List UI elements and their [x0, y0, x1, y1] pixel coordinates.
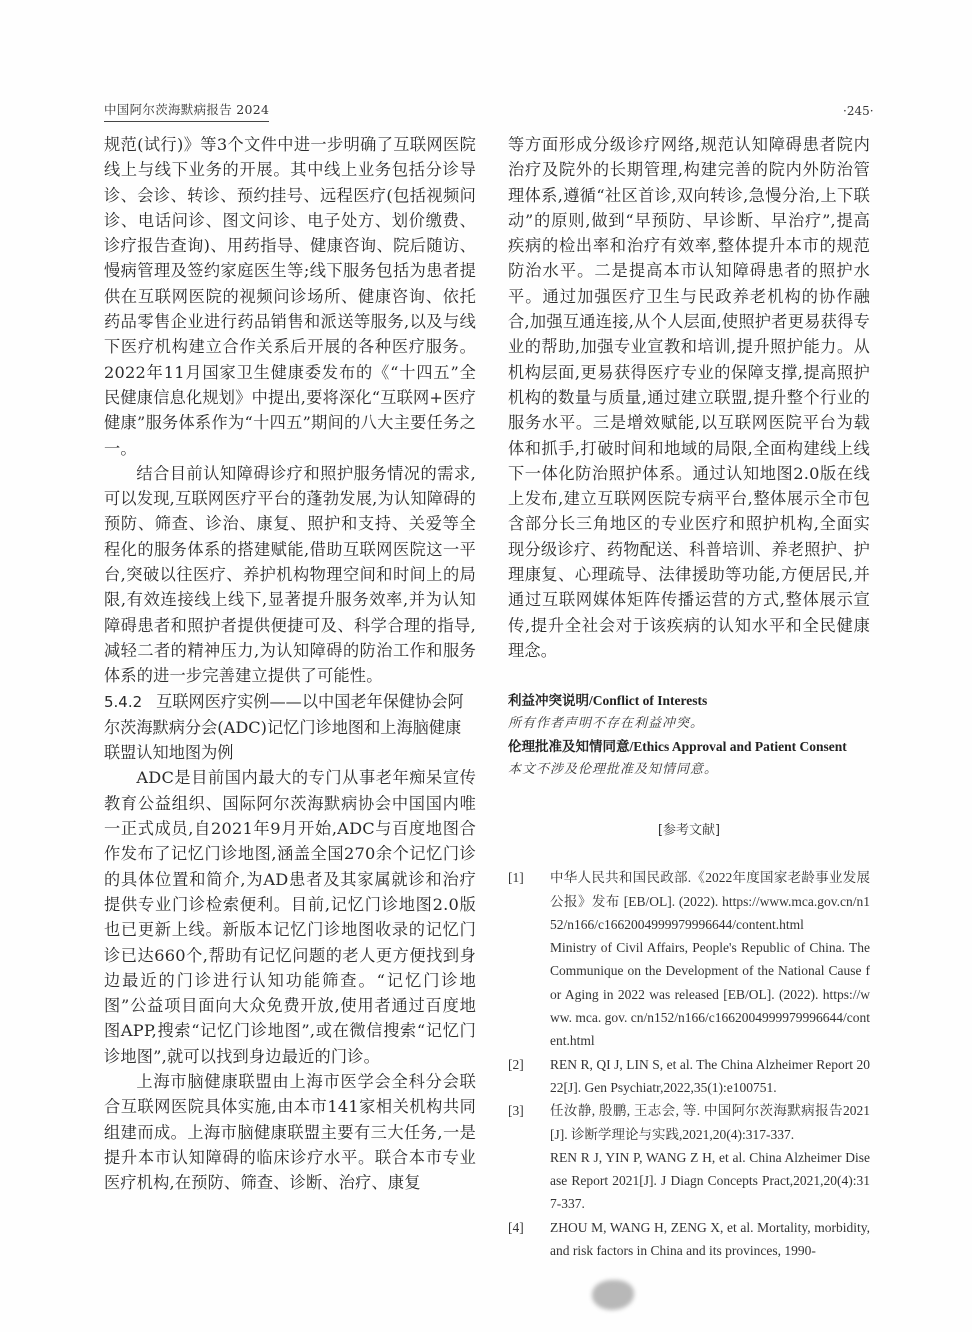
reference-line: 任汝静, 殷鹏, 王志会, 等. 中国阿尔茨海默病报告2021 [J]. 诊断学理论与实践,2021,20(4):317-337.	[550, 1103, 870, 1142]
reference-number: [3]	[508, 1103, 524, 1119]
left-column	[104, 132, 476, 1195]
right-column	[508, 132, 870, 1262]
reference-list	[508, 866, 870, 1262]
reference-text	[550, 1099, 870, 1215]
reference-item	[508, 1053, 870, 1100]
ethics-approval-body: 本文不涉及伦理批准及知情同意。	[508, 762, 719, 778]
reference-item	[508, 1216, 870, 1263]
page-number: ·245·	[843, 104, 874, 118]
reference-item	[508, 866, 870, 1052]
section-title: 互联网医疗实例——以中国老年保健协会阿尔茨海默病分会(ADC)记忆门诊地图和上海脑健康联盟认知地图为例	[104, 691, 464, 763]
ethics-approval-title: 伦理批准及知情同意/Ethics Approval and Patient Consent	[508, 739, 847, 755]
running-title: 中国阿尔茨海默病报告 2024	[104, 100, 269, 122]
reference-text	[550, 866, 870, 1052]
declarations	[508, 689, 870, 781]
paragraph: 上海市脑健康联盟由上海市医学会全科分会联合互联网医院具体实施,由本市141家相关机构共同组建而成。上海市脑健康联盟主要有三大任务,一是提升本市认知障碍的临床诊疗水平。联合本市专业医疗机构,在预防、筛查、诊断、治疗、康复	[104, 1071, 476, 1193]
reference-line: REN R, QI J, LIN S, et al. The China Alzheimer Report 2022[J]. Gen Psychiatr,2022,35(1):e100751.	[550, 1056, 870, 1095]
reference-line: Ministry of Civil Affairs, People's Republic of China. The Communique on the Development of the National Cause for Aging in 2022 was released [EB/OL]. (2022). https://www. mca. gov. cn/n152/n166/c1662004999979996644/content.html	[550, 940, 870, 1049]
section-number: 5.4.2	[104, 692, 143, 711]
reference-number: [2]	[508, 1056, 524, 1072]
reference-text	[550, 1053, 870, 1100]
reference-line: 中华人民共和国民政部.《2022年度国家老龄事业发展公报》发布 [EB/OL]. (2022). https://www.mca.gov.cn/n152/n166/c1662004999979996644/content.html	[550, 870, 870, 932]
reference-line: REN R J, YIN P, WANG Z H, et al. China Alzheimer Disease Report 2021[J]. J Diagn Concepts Pract,2021,20(4):317-337.	[550, 1149, 870, 1212]
reference-line: ZHOU M, WANG H, ZENG X, et al. Mortality, morbidity, and risk factors in China and its provinces, 1990-	[550, 1219, 870, 1258]
reference-text	[550, 1216, 870, 1263]
redaction-smudge	[592, 1280, 634, 1310]
references-title: [参考文献]	[657, 823, 721, 839]
reference-item	[508, 1099, 870, 1215]
paragraph: ADC是目前国内最大的专门从事老年痴呆宣传教育公益组织、国际阿尔茨海默病协会中国国内唯一正式成员,自2021年9月开始,ADC与百度地图合作发布了记忆门诊地图,涵盖全国270余个记忆门诊的具体位置和简介,为AD患者及其家属就诊和治疗提供专业门诊检索便利。目前,记忆门诊地图2.0版也已更新上线。新版本记忆门诊地图收录的记忆门诊已达660个,帮助有记忆问题的老人更方便找到身边最近的门诊进行认知功能筛查。“记忆门诊地图”公益项目面向大众免费开放,使用者通过百度地图APP,搜索“记忆门诊地图”,或在微信搜索“记忆门诊地图”,就可以找到身边最近的门诊。	[104, 768, 476, 1066]
reference-number: [1]	[508, 870, 524, 886]
section-heading	[104, 689, 476, 766]
reference-number: [4]	[508, 1219, 524, 1235]
paragraph: 结合目前认知障碍诊疗和照护服务情况的需求,可以发现,互联网医疗平台的蓬勃发展,为认知障碍的预防、筛查、诊治、康复、照护和支持、关爱等全程化的服务体系的搭建赋能,借助互联网医院这一平台,突破以往医疗、养护机构物理空间和时间上的局限,有效连接线上线下,显著提升服务效率,并为认知障碍患者和照护者提供便捷可及、科学合理的指导,减轻二者的精神压力,为认知障碍的防治工作和服务体系的进一步完善建立提供了可能性。	[104, 463, 476, 686]
paragraph: 等方面形成分级诊疗网络,规范认知障碍患者院内治疗及院外的长期管理,构建完善的院内外防治管理体系,遵循“社区首诊,双向转诊,急慢分治,上下联动”的原则,做到“早预防、早诊断、早治疗”,提高疾病的检出率和治疗有效率,整体提升本市的规范防治水平。二是提高本市认知障碍患者的照护水平。通过加强医疗卫生与民政养老机构的协作融合,加强互通连接,从个人层面,使照护者更易获得专业的帮助,加强专业宣教和培训,提升照护能力。从机构层面,更易获得医疗专业的保障支撑,提高照护机构的数量与质量,通过建立联盟,提升整个行业的服务水平。三是增效赋能,以互联网医院平台为载体和抓手,打破时间和地域的局限,全面构建线上线下一体化防治照护体系。通过认知地图2.0版在线上发布,建立互联网医院专病平台,整体展示全市包含部分长三角地区的专业医疗和照护机构,全面实现分级诊疗、药物配送、科普培训、养老照护、护理康复、心理疏导、法律援助等功能,方便居民,并通过互联网媒体矩阵传播运营的方式,整体展示宣传,提升全社会对于该疾病的认知水平和全民健康理念。	[508, 135, 870, 660]
conflict-of-interests-title: 利益冲突说明/Conflict of Interests	[508, 693, 708, 709]
paragraph: 规范(试行)》等3个文件中进一步明确了互联网医院线上与线下业务的开展。其中线上业务包括分诊导诊、会诊、转诊、预约挂号、远程医疗(包括视频问诊、电话问诊、图文问诊、电子处方、划价缴费、诊疗报告查询)、用药指导、健康咨询、院后随访、慢病管理及签约家庭医生等;线下服务包括为患者提供在互联网医院的视频问诊场所、健康咨询、依托药品零售企业进行药品销售和派送等服务,以及与线下医疗机构建立合作关系后开展的各种医疗服务。2022年11月国家卫生健康委发布的《“十四五”全民健康信息化规划》中提出,要将深化“互联网+医疗健康”服务体系作为“十四五”期间的八大主要任务之一。	[104, 135, 476, 458]
conflict-of-interests-body: 所有作者声明不存在利益冲突。	[508, 716, 705, 732]
